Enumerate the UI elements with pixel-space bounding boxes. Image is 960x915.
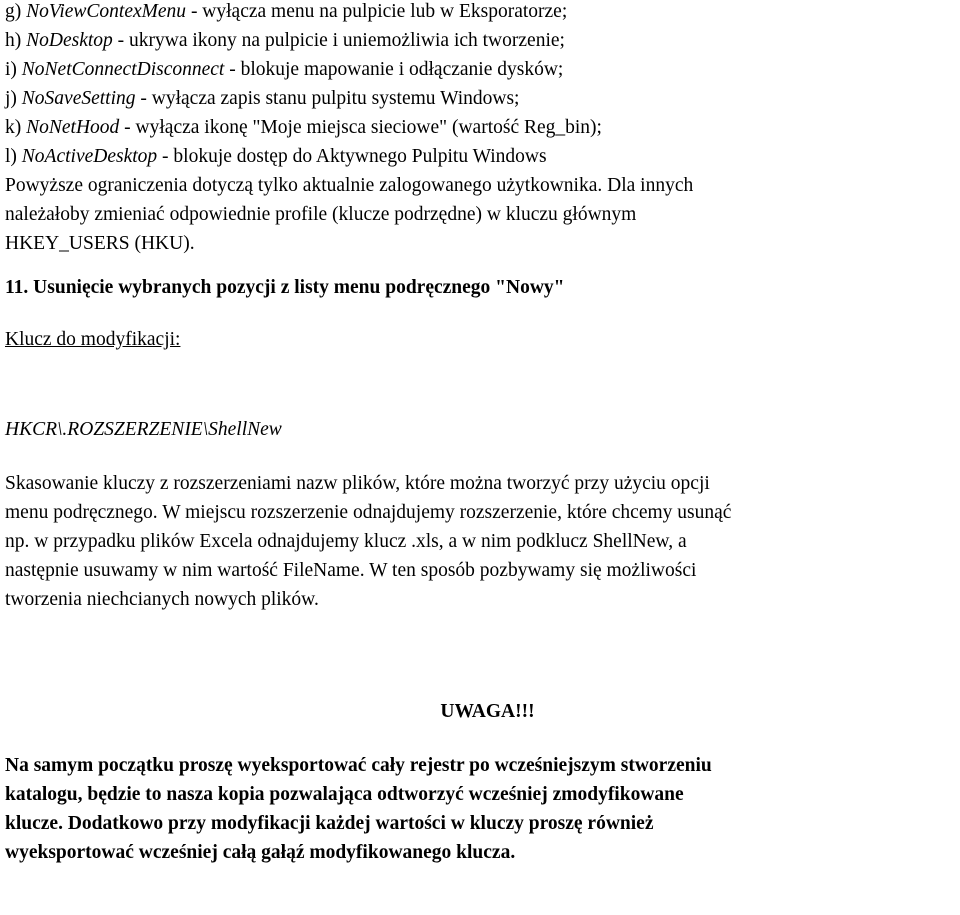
option-item-h — [5, 26, 955, 55]
scope-note — [5, 171, 955, 258]
options-list — [5, 0, 955, 171]
key-label: Klucz do modyfikacji: — [5, 329, 181, 350]
option-desc: - blokuje mapowanie i odłączanie dysków; — [224, 59, 564, 80]
option-desc: - wyłącza ikonę "Moje miejsca sieciowe" (wartość Reg_bin); — [119, 117, 602, 138]
option-code: NoNetHood — [26, 117, 120, 138]
option-desc: - wyłącza menu na pulpicie lub w Eksporatorze; — [186, 1, 568, 22]
warning-line: wyeksportować wcześniej całą gałąź modyfikowanego klucza. — [5, 842, 516, 863]
option-item-i — [5, 55, 955, 84]
option-prefix: j) — [5, 88, 22, 109]
option-code: NoActiveDesktop — [21, 146, 158, 167]
note-line: HKEY_USERS (HKU). — [5, 233, 195, 254]
option-item-g — [5, 0, 955, 26]
option-prefix: i) — [5, 59, 22, 80]
description-line: Skasowanie kluczy z rozszerzeniami nazw plików, które można tworzyć przy użyciu opcji — [5, 473, 710, 494]
option-desc: - ukrywa ikony na pulpicie i uniemożliwia ich tworzenie; — [112, 30, 565, 51]
option-code: NoSaveSetting — [21, 88, 136, 109]
warning-text — [5, 751, 955, 867]
description-line: menu podręcznego. W miejscu rozszerzenie odnajdujemy rozszerzenie, które chcemy usunąć — [5, 502, 732, 523]
option-prefix: k) — [5, 117, 27, 138]
document-page — [5, 0, 955, 867]
option-prefix: g) — [5, 1, 27, 22]
warning-title: UWAGA!!! — [440, 701, 535, 722]
option-code: NoViewContexMenu — [26, 1, 187, 22]
note-line: należałoby zmieniać odpowiednie profile (klucze podrzędne) w kluczu głównym — [5, 204, 637, 225]
warning-line: klucze. Dodatkowo przy modyfikacji każdej wartości w kluczy proszę również — [5, 813, 654, 834]
description-line: np. w przypadku plików Excela odnajdujemy klucz .xls, a w nim podklucz ShellNew, a — [5, 531, 687, 552]
description-line: tworzenia niechcianych nowych plików. — [5, 589, 319, 610]
option-code: NoNetConnectDisconnect — [21, 59, 225, 80]
option-code: NoDesktop — [26, 30, 113, 51]
option-item-l — [5, 142, 955, 171]
section-heading: 11. Usunięcie wybranych pozycji z listy menu podręcznego "Nowy" — [5, 277, 565, 298]
option-desc: - wyłącza zapis stanu pulpitu systemu Windows; — [135, 88, 520, 109]
option-item-k — [5, 113, 955, 142]
section-description — [5, 469, 955, 614]
option-item-j — [5, 84, 955, 113]
note-line: Powyższe ograniczenia dotyczą tylko aktualnie zalogowanego użytkownika. Dla innych — [5, 175, 694, 196]
option-prefix: h) — [5, 30, 27, 51]
warning-line: Na samym początku proszę wyeksportować cały rejestr po wcześniejszym stworzeniu — [5, 755, 712, 776]
option-desc: - blokuje dostęp do Aktywnego Pulpitu Windows — [157, 146, 547, 167]
warning-line: katalogu, będzie to nasza kopia pozwalająca odtworzyć wcześniej zmodyfikowane — [5, 784, 684, 805]
description-line: następnie usuwamy w nim wartość FileName. W ten sposób pozbywamy się możliwości — [5, 560, 697, 581]
registry-key-path: HKCR\.ROZSZERZENIE\ShellNew — [5, 419, 282, 440]
option-prefix: l) — [5, 146, 22, 167]
